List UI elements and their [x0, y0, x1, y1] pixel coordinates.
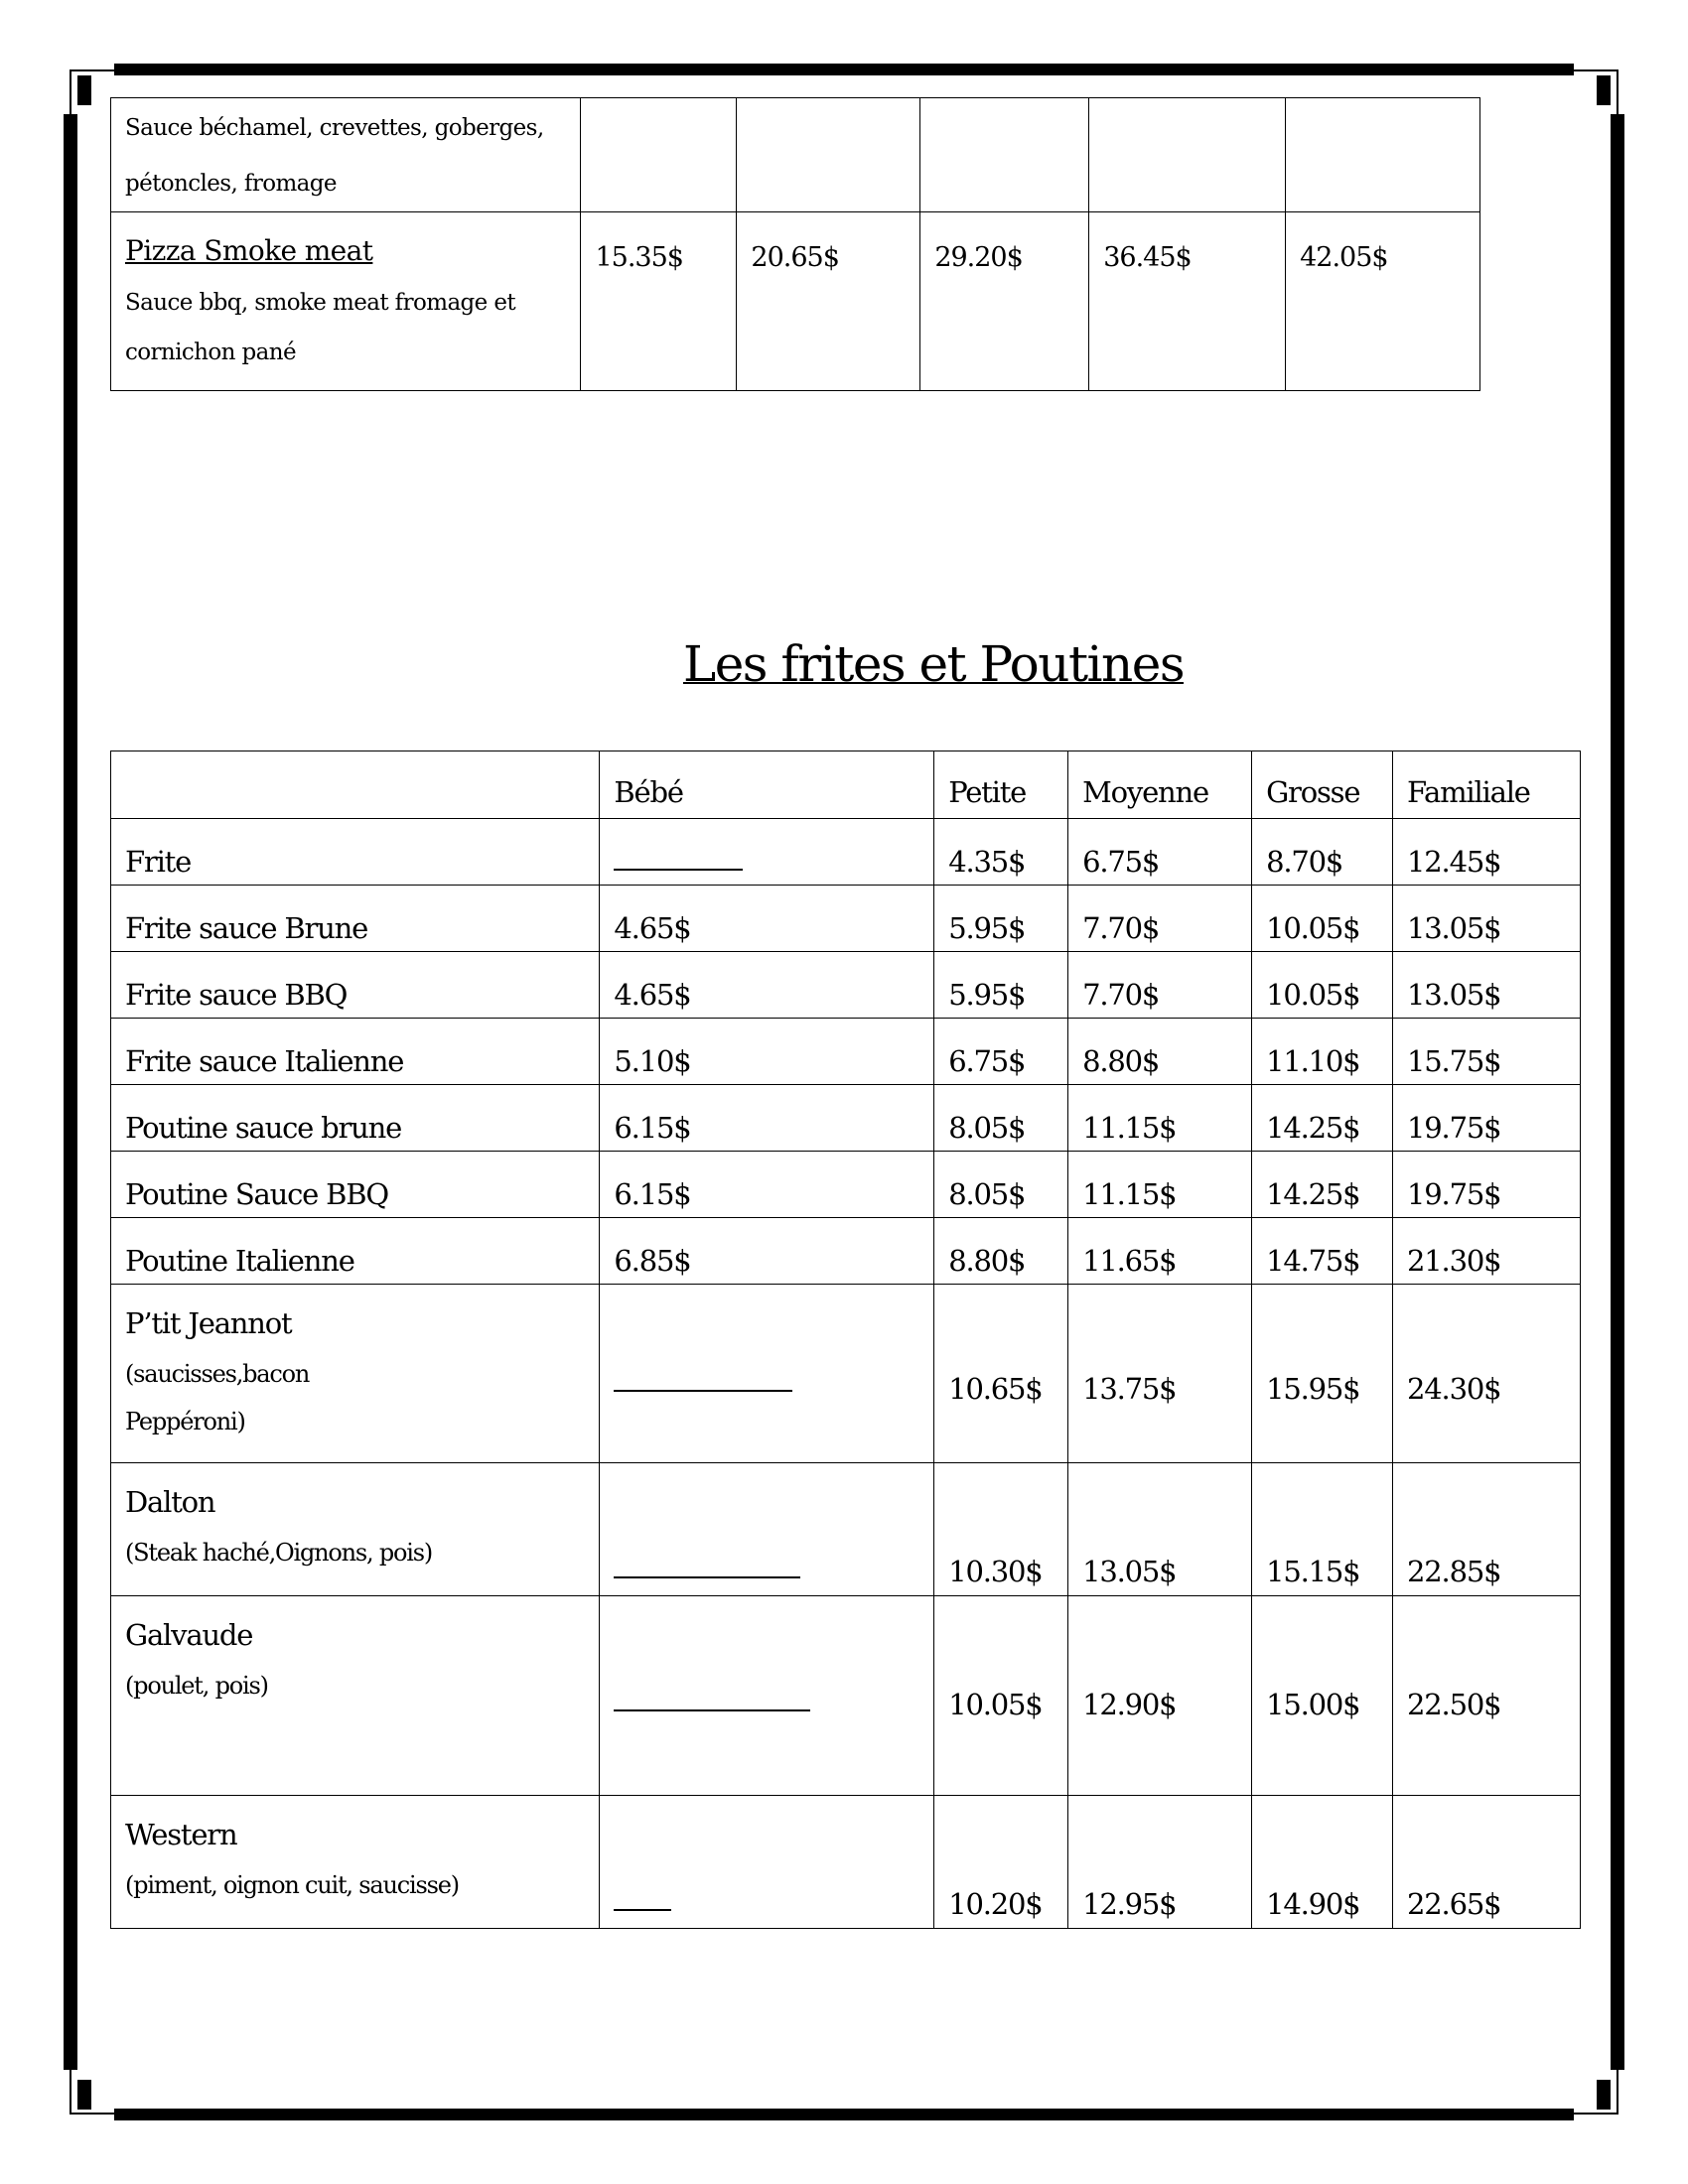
price-petite: 8.05$	[934, 1085, 1068, 1152]
frame-corner-bl	[77, 2080, 91, 2110]
section-title: Les frites et Poutines	[682, 635, 1184, 693]
item-name-cell	[111, 1463, 600, 1596]
pizza-price-cell: 42.05$	[1286, 212, 1480, 391]
price-petite: 10.20$	[934, 1796, 1068, 1929]
price-moyenne: 7.70$	[1068, 952, 1252, 1019]
table-header-row	[111, 751, 1581, 819]
pizza-description-line: Sauce bbq, smoke meat fromage et	[125, 290, 516, 316]
dash-line	[614, 1897, 671, 1911]
item-description: Peppéroni)	[125, 1408, 245, 1435]
item-description: (Steak haché,Oignons, pois)	[125, 1539, 433, 1567]
price-grosse: 14.90$	[1252, 1796, 1393, 1929]
price-familiale: 12.45$	[1393, 819, 1581, 886]
frame-top-bar	[114, 64, 1574, 75]
frame-corner-tr	[1597, 75, 1611, 105]
item-name: P’tit Jeannot	[125, 1306, 292, 1340]
frame-right-bar	[1611, 114, 1624, 2070]
item-name: Galvaude	[125, 1618, 253, 1652]
dash-line	[614, 1378, 792, 1392]
pizza-price-cell: 15.35$	[581, 212, 737, 391]
price-petite: 4.35$	[934, 819, 1068, 886]
price-grosse: 11.10$	[1252, 1019, 1393, 1085]
price-unavailable	[600, 1463, 934, 1596]
table-row	[111, 1218, 1581, 1285]
table-row	[111, 1019, 1581, 1085]
price-petite: 8.80$	[934, 1218, 1068, 1285]
price-grosse: 10.05$	[1252, 952, 1393, 1019]
price-bebe: 6.85$	[600, 1218, 934, 1285]
item-name: Poutine Italienne	[111, 1218, 600, 1285]
price-bebe: 5.10$	[600, 1019, 934, 1085]
pizza-description-line: Sauce béchamel, crevettes, goberges,	[125, 115, 544, 141]
item-name: Frite sauce BBQ	[111, 952, 600, 1019]
item-name-cell	[111, 1596, 600, 1796]
item-description: (piment, oignon cuit, saucisse)	[125, 1871, 459, 1899]
price-familiale: 22.85$	[1393, 1463, 1581, 1596]
price-grosse: 15.95$	[1252, 1285, 1393, 1463]
price-unavailable	[600, 819, 934, 886]
pizza-price-cell	[737, 98, 920, 212]
table-row	[111, 1152, 1581, 1218]
pizza-name: Pizza Smoke meat	[125, 234, 373, 267]
price-moyenne: 11.65$	[1068, 1218, 1252, 1285]
price-petite: 8.05$	[934, 1152, 1068, 1218]
dash-line	[614, 1698, 810, 1711]
poutine-table	[110, 751, 1581, 1929]
price-moyenne: 7.70$	[1068, 886, 1252, 952]
pizza-price-cell: 20.65$	[737, 212, 920, 391]
price-unavailable	[600, 1285, 934, 1463]
table-row	[111, 1596, 1581, 1796]
price-familiale: 22.50$	[1393, 1596, 1581, 1796]
pizza-table	[110, 97, 1480, 391]
column-header: Moyenne	[1068, 751, 1252, 819]
price-moyenne: 13.05$	[1068, 1463, 1252, 1596]
price-petite: 10.05$	[934, 1596, 1068, 1796]
pizza-price-cell: 36.45$	[1089, 212, 1286, 391]
price-grosse: 15.00$	[1252, 1596, 1393, 1796]
price-grosse: 15.15$	[1252, 1463, 1393, 1596]
table-row	[111, 98, 1480, 212]
price-moyenne: 11.15$	[1068, 1085, 1252, 1152]
price-petite: 10.30$	[934, 1463, 1068, 1596]
price-bebe: 4.65$	[600, 886, 934, 952]
item-name: Dalton	[125, 1485, 215, 1519]
price-grosse: 8.70$	[1252, 819, 1393, 886]
item-name: Frite sauce Italienne	[111, 1019, 600, 1085]
column-header: Familiale	[1393, 751, 1581, 819]
price-moyenne: 12.90$	[1068, 1596, 1252, 1796]
price-unavailable	[600, 1596, 934, 1796]
item-name: Frite sauce Brune	[111, 886, 600, 952]
frame-corner-br	[1597, 2080, 1611, 2110]
frame-corner-tl	[77, 75, 91, 105]
table-row	[111, 819, 1581, 886]
price-familiale: 13.05$	[1393, 952, 1581, 1019]
dash-line	[614, 1565, 800, 1578]
table-row	[111, 1285, 1581, 1463]
price-petite: 10.65$	[934, 1285, 1068, 1463]
pizza-price-cell	[1286, 98, 1480, 212]
pizza-price-cell	[581, 98, 737, 212]
price-moyenne: 6.75$	[1068, 819, 1252, 886]
item-name-cell	[111, 1796, 600, 1929]
price-bebe: 6.15$	[600, 1152, 934, 1218]
price-grosse: 10.05$	[1252, 886, 1393, 952]
pizza-price-cell	[920, 98, 1089, 212]
price-grosse: 14.25$	[1252, 1152, 1393, 1218]
dash-line	[614, 857, 743, 871]
item-description: (saucisses,bacon	[125, 1360, 310, 1388]
price-familiale: 13.05$	[1393, 886, 1581, 952]
price-familiale: 15.75$	[1393, 1019, 1581, 1085]
price-petite: 5.95$	[934, 886, 1068, 952]
table-row	[111, 1463, 1581, 1596]
price-familiale: 19.75$	[1393, 1085, 1581, 1152]
item-name-cell	[111, 1285, 600, 1463]
column-header: Bébé	[600, 751, 934, 819]
price-bebe: 4.65$	[600, 952, 934, 1019]
pizza-description-cell	[111, 98, 581, 212]
frame-bottom-bar	[114, 2109, 1574, 2120]
item-description: (poulet, pois)	[125, 1672, 268, 1700]
column-header: Grosse	[1252, 751, 1393, 819]
table-row	[111, 886, 1581, 952]
column-header: Petite	[934, 751, 1068, 819]
item-name: Poutine sauce brune	[111, 1085, 600, 1152]
pizza-description-line: cornichon pané	[125, 340, 297, 365]
item-name: Western	[125, 1818, 237, 1851]
table-row	[111, 212, 1480, 391]
price-familiale: 24.30$	[1393, 1285, 1581, 1463]
price-moyenne: 13.75$	[1068, 1285, 1252, 1463]
price-familiale: 19.75$	[1393, 1152, 1581, 1218]
price-unavailable	[600, 1796, 934, 1929]
price-petite: 5.95$	[934, 952, 1068, 1019]
price-grosse: 14.25$	[1252, 1085, 1393, 1152]
price-moyenne: 12.95$	[1068, 1796, 1252, 1929]
table-row	[111, 1085, 1581, 1152]
pizza-price-cell: 29.20$	[920, 212, 1089, 391]
column-header	[111, 751, 600, 819]
item-name: Frite	[111, 819, 600, 886]
price-familiale: 22.65$	[1393, 1796, 1581, 1929]
pizza-description-line: pétoncles, fromage	[125, 171, 337, 197]
item-name: Poutine Sauce BBQ	[111, 1152, 600, 1218]
price-moyenne: 8.80$	[1068, 1019, 1252, 1085]
table-row	[111, 1796, 1581, 1929]
frame-left-bar	[64, 114, 77, 2070]
price-familiale: 21.30$	[1393, 1218, 1581, 1285]
pizza-price-cell	[1089, 98, 1286, 212]
table-row	[111, 952, 1581, 1019]
price-moyenne: 11.15$	[1068, 1152, 1252, 1218]
price-petite: 6.75$	[934, 1019, 1068, 1085]
price-grosse: 14.75$	[1252, 1218, 1393, 1285]
price-bebe: 6.15$	[600, 1085, 934, 1152]
pizza-description-cell	[111, 212, 581, 391]
